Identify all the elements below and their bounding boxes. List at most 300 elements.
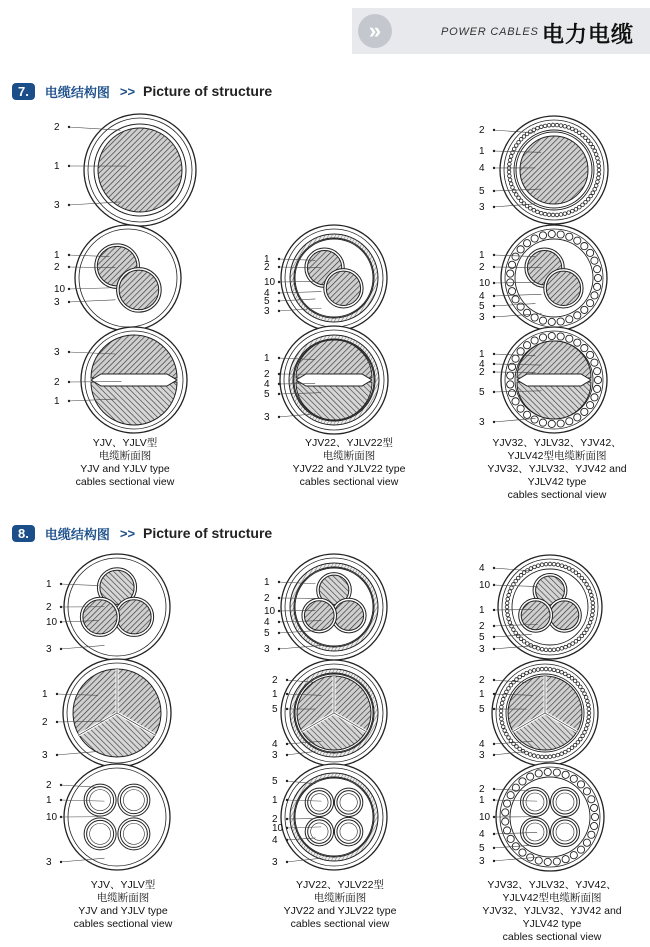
leader-dot — [68, 254, 70, 256]
armor-wire — [555, 213, 559, 217]
armor-wire — [594, 376, 601, 383]
armor-wire — [505, 732, 509, 736]
armor-wire — [588, 621, 592, 625]
armor-wire — [519, 199, 523, 203]
conductor — [550, 601, 579, 630]
armor-wire — [556, 647, 560, 651]
armor-wire — [536, 564, 540, 568]
armor-wire — [525, 671, 529, 675]
armor-wire — [591, 359, 598, 366]
sector-separator — [296, 374, 372, 386]
leader-dot — [278, 258, 280, 260]
armor-wire — [584, 200, 588, 204]
cable-diagram-three — [46, 554, 170, 660]
armor-wire — [535, 770, 542, 777]
leader-dot — [60, 784, 62, 786]
leader-dot — [278, 373, 280, 375]
leader-dot — [68, 288, 70, 290]
part-number-label: 4 — [264, 617, 270, 628]
armor-wire — [548, 667, 552, 671]
armor-wire — [597, 172, 601, 176]
cable-diagram-four — [272, 764, 387, 870]
leader-dot — [278, 300, 280, 302]
armor-wire — [583, 788, 590, 795]
armor-wire — [544, 648, 548, 652]
armor-wire — [593, 266, 600, 273]
leader-dot — [286, 799, 288, 801]
armor-wire — [512, 355, 519, 362]
armor-wire — [499, 713, 503, 717]
armor-wire — [574, 129, 578, 133]
armor-wire — [559, 124, 563, 128]
core-insulation — [334, 817, 362, 845]
armor-wire — [529, 644, 533, 648]
leader-dot — [493, 305, 495, 307]
armor-wire — [523, 411, 530, 418]
part-number-label: 3 — [479, 312, 485, 323]
leader-dot — [56, 754, 58, 756]
armor-wire — [574, 571, 578, 575]
leader-dot — [493, 363, 495, 365]
caption-line: 电缆断面图 — [313, 892, 367, 904]
armor-wire — [590, 593, 594, 597]
armor-wire — [508, 174, 512, 178]
cable-diagram-single — [54, 114, 196, 226]
caption-line: YJV、YJLV型 — [90, 879, 156, 891]
armor-wire — [597, 164, 601, 168]
leader-dot — [286, 754, 288, 756]
armor-wire — [574, 312, 581, 319]
sector-separator — [91, 374, 177, 386]
caption-line: cables sectional view — [507, 489, 607, 501]
armor-wire — [581, 243, 588, 250]
armor-wire — [519, 573, 523, 577]
leader-dot — [56, 721, 58, 723]
armor-wire — [563, 750, 567, 754]
part-number-label: 10 — [479, 580, 491, 591]
armor-wire — [585, 628, 589, 632]
part-number-label: 3 — [479, 750, 485, 761]
armor-wire — [511, 186, 515, 190]
armor-wire — [567, 748, 571, 752]
armor-wire — [567, 674, 571, 678]
cable-diagram-sector3 — [42, 659, 171, 767]
armor-wire — [573, 743, 577, 747]
armor-wire — [593, 187, 597, 191]
armor-wire — [536, 647, 540, 651]
part-number-label: 2 — [264, 369, 270, 380]
leader-dot — [68, 204, 70, 206]
armor-wire — [590, 597, 594, 601]
armor-wire — [591, 292, 598, 299]
armor-wire — [566, 316, 573, 323]
part-number-label: 2 — [479, 621, 485, 632]
header-title-cn: 电力电缆 — [542, 22, 635, 47]
armor-wire — [584, 727, 588, 731]
leader-dot — [286, 780, 288, 782]
part-number-label: 5 — [264, 389, 270, 400]
armor-wire — [578, 205, 582, 209]
armor-wire — [533, 565, 537, 569]
cable-diagram-sector3 — [272, 660, 387, 766]
armor-wire — [507, 687, 511, 691]
part-number-label: 1 — [264, 254, 270, 265]
leader-dot — [493, 129, 495, 131]
part-number-label: 10 — [46, 812, 58, 823]
armor-wire — [557, 231, 564, 238]
leader-dot — [493, 282, 495, 284]
caption-line: YJV32、YJLV32、YJV42、 — [492, 437, 622, 449]
armor-wire — [581, 203, 585, 207]
section-title-en: Picture of structure — [143, 525, 273, 541]
cable-diagram-three — [264, 554, 387, 660]
part-number-label: 10 — [264, 606, 276, 617]
armor-wire — [593, 283, 600, 290]
header-title-en: POWER CABLES — [441, 26, 539, 38]
armor-wire — [583, 631, 587, 635]
leader-dot — [278, 581, 280, 583]
leader-dot — [60, 583, 62, 585]
part-number-label: 5 — [479, 632, 485, 643]
armor-wire — [593, 368, 600, 375]
armor-wire — [581, 133, 585, 137]
leader-dot — [493, 847, 495, 849]
leader-dot — [286, 679, 288, 681]
inner-sheath — [295, 778, 373, 856]
part-number-label: 1 — [479, 146, 485, 157]
conductor — [520, 136, 588, 204]
armor-wire — [500, 717, 504, 721]
leader-dot — [493, 567, 495, 569]
leader-dot — [493, 391, 495, 393]
armor-wire — [593, 385, 600, 392]
armor-wire — [517, 405, 524, 412]
core-insulation — [118, 818, 150, 850]
armor-wire — [510, 624, 514, 628]
part-number-label: 2 — [479, 675, 485, 686]
armor-wire — [562, 771, 569, 778]
armor-wire — [507, 270, 514, 277]
leader-dot — [493, 295, 495, 297]
part-number-label: 4 — [479, 829, 485, 840]
part-number-label: 1 — [46, 795, 52, 806]
leader-dot — [493, 190, 495, 192]
armor-wire — [540, 667, 544, 671]
armor-wire — [503, 827, 510, 834]
armor-wire — [536, 126, 540, 130]
leader-dot — [493, 679, 495, 681]
leader-dot — [493, 743, 495, 745]
part-number-label: 2 — [42, 717, 48, 728]
armor-wire — [501, 725, 505, 729]
armor-wire — [505, 690, 509, 694]
armor-wire — [576, 682, 580, 686]
part-number-label: 1 — [54, 396, 60, 407]
armor-wire — [587, 711, 591, 715]
part-number-label: 2 — [264, 593, 270, 604]
part-number-label: 2 — [264, 262, 270, 273]
part-number-label: 1 — [479, 795, 485, 806]
part-number-label: 10 — [264, 277, 276, 288]
armor-wire — [587, 707, 591, 711]
armor-wire — [548, 648, 552, 652]
part-number-label: 4 — [479, 563, 485, 574]
armor-wire — [508, 288, 515, 295]
armor-wire — [548, 420, 555, 427]
armor-wire — [597, 168, 601, 172]
leader-dot — [493, 754, 495, 756]
caption-line: 电缆断面图 — [322, 450, 376, 462]
armor-wire — [501, 697, 505, 701]
conductor — [98, 128, 182, 212]
leader-dot — [493, 860, 495, 862]
leader-dot — [493, 316, 495, 318]
part-number-label: 1 — [272, 689, 278, 700]
armor-wire — [544, 858, 551, 865]
part-number-label: 4 — [272, 739, 278, 750]
armor-wire — [512, 296, 519, 303]
armor-wire — [596, 176, 600, 180]
part-number-label: 3 — [479, 417, 485, 428]
armor-wire — [571, 642, 575, 646]
armor-wire — [579, 737, 583, 741]
part-number-label: 5 — [272, 776, 278, 787]
armor-wire — [587, 249, 594, 256]
sector-separator — [517, 374, 591, 386]
caption-line: YJLV42型电缆断面图 — [507, 450, 607, 462]
armor-wire — [579, 685, 583, 689]
leader-dot — [60, 648, 62, 650]
part-number-label: 1 — [42, 689, 48, 700]
armor-wire — [539, 211, 543, 215]
armor-wire — [536, 210, 540, 214]
armor-wire — [539, 232, 546, 239]
part-number-label: 4 — [264, 288, 270, 299]
core-insulation — [118, 784, 150, 816]
armor-wire — [527, 773, 534, 780]
armor-wire — [578, 131, 582, 135]
armor-wire — [517, 140, 521, 144]
cable-diagram-sector2 — [264, 326, 388, 434]
armor-wire — [594, 153, 598, 157]
leader-dot — [278, 416, 280, 418]
core-insulation — [551, 788, 580, 817]
armor-wire — [577, 637, 581, 641]
caption-line: YJV32、YJLV32、YJV42 and — [487, 463, 627, 475]
armor-wire — [540, 563, 544, 567]
armor-wire — [540, 647, 544, 651]
armor-wire — [586, 723, 590, 727]
armor-wire — [560, 670, 564, 674]
part-number-label: 10 — [479, 278, 491, 289]
armor-wire — [505, 601, 509, 605]
part-number-label: 3 — [479, 202, 485, 213]
armor-wire — [521, 673, 525, 677]
leader-dot — [493, 708, 495, 710]
armor-wire — [594, 274, 601, 281]
armor-wire — [586, 139, 590, 143]
armor-wire — [587, 351, 594, 358]
armor-wire — [502, 818, 509, 825]
caption-line: 电缆断面图 — [96, 892, 150, 904]
caption-line: YJV22 and YJLV22 type — [292, 463, 406, 475]
armor-wire — [544, 562, 548, 566]
armor-wire — [547, 213, 551, 217]
armor-wire — [544, 755, 548, 759]
cable-diagram-four — [46, 764, 170, 870]
conductor — [83, 600, 117, 634]
armor-wire — [507, 736, 511, 740]
armor-wire — [508, 178, 512, 182]
armor-wire — [512, 680, 516, 684]
armor-wire — [557, 420, 564, 427]
armor-wire — [506, 597, 510, 601]
caption-line: YJV22 and YJLV22 type — [283, 905, 397, 917]
part-number-label: 2 — [479, 367, 485, 378]
armor-wire — [588, 590, 592, 594]
leader-dot — [493, 266, 495, 268]
part-number-label: 5 — [264, 296, 270, 307]
cable-diagram-two — [479, 225, 607, 331]
armor-wire — [509, 739, 513, 743]
leader-dot — [286, 827, 288, 829]
armor-wire — [587, 624, 591, 628]
armor-wire — [523, 309, 530, 316]
part-number-label: 10 — [46, 617, 58, 628]
caption-line: YJLV42型电缆断面图 — [502, 892, 602, 904]
leader-dot — [68, 165, 70, 167]
part-number-label: 2 — [54, 262, 60, 273]
part-number-label: 5 — [479, 704, 485, 715]
armor-wire — [531, 235, 538, 242]
armor-wire — [560, 752, 564, 756]
core-insulation — [334, 788, 362, 816]
armor-wire — [540, 755, 544, 759]
armor-wire — [509, 683, 513, 687]
armor-wire — [576, 740, 580, 744]
armor-wire — [581, 345, 588, 352]
armor-wire — [564, 645, 568, 649]
armor-wire — [586, 719, 590, 723]
armor-wire — [588, 831, 595, 838]
armor-wire — [567, 211, 571, 215]
armor-wire — [583, 692, 587, 696]
part-number-label: 4 — [479, 163, 485, 174]
armor-wire — [577, 781, 584, 788]
part-number-label: 3 — [272, 750, 278, 761]
armor-wire — [539, 419, 546, 426]
conductor — [304, 601, 334, 631]
armor-wire — [587, 715, 591, 719]
armor-wire — [521, 749, 525, 753]
armor-wire — [517, 348, 524, 355]
armor-wire — [593, 149, 597, 153]
armor-wire — [515, 745, 519, 749]
armor-wire — [556, 563, 560, 567]
armor-wire — [548, 230, 555, 237]
armor-wire — [529, 567, 533, 571]
armor-wire — [591, 601, 595, 605]
conductor — [119, 270, 159, 310]
armor-wire — [589, 194, 593, 198]
part-number-label: 5 — [479, 843, 485, 854]
armor-wire — [510, 586, 514, 590]
leader-dot — [493, 833, 495, 835]
part-number-label: 2 — [272, 675, 278, 686]
armor-wire — [548, 755, 552, 759]
armor-wire — [547, 123, 551, 127]
armor-wire — [563, 125, 567, 129]
leader-dot — [278, 610, 280, 612]
armor-wire — [503, 800, 510, 807]
armor-wire — [548, 332, 555, 339]
armor-wire — [591, 257, 598, 264]
leader-dot — [493, 788, 495, 790]
leader-dot — [278, 393, 280, 395]
armor-wire — [531, 337, 538, 344]
cable-diagram-two — [264, 225, 387, 331]
part-number-label: 1 — [46, 579, 52, 590]
armor-wire — [583, 839, 590, 846]
armor-wire — [581, 688, 585, 692]
armor-wire — [574, 414, 581, 421]
leader-dot — [60, 816, 62, 818]
armor-wire — [590, 613, 594, 617]
armor-wire — [514, 631, 518, 635]
leader-dot — [60, 606, 62, 608]
armor-wire — [508, 621, 512, 625]
armor-wire — [544, 768, 551, 775]
leader-dot — [68, 126, 70, 128]
armor-wire — [508, 390, 515, 397]
armor-wire — [517, 246, 524, 253]
part-number-label: 3 — [54, 200, 60, 211]
armor-wire — [590, 617, 594, 621]
armor-wire — [570, 852, 577, 859]
leader-dot — [493, 584, 495, 586]
leader-dot — [278, 383, 280, 385]
armor-wire — [587, 586, 591, 590]
caption-line: YJV and YJLV type — [78, 905, 168, 917]
armor-wire — [580, 576, 584, 580]
leader-dot — [60, 621, 62, 623]
armor-wire — [518, 675, 522, 679]
armor-wire — [596, 180, 600, 184]
armor-wire — [556, 753, 560, 757]
part-number-label: 1 — [54, 250, 60, 261]
armor-wire — [535, 857, 542, 864]
part-number-label: 4 — [264, 379, 270, 390]
armor-wire — [585, 583, 589, 587]
part-number-label: 1 — [264, 353, 270, 364]
leader-dot — [68, 301, 70, 303]
armor-wire — [552, 754, 556, 758]
leader-dot — [286, 861, 288, 863]
part-number-label: 2 — [479, 784, 485, 795]
caption-line: YJV、YJLV型 — [92, 437, 158, 449]
part-number-label: 4 — [479, 739, 485, 750]
armor-wire — [514, 193, 518, 197]
armor-wire — [500, 705, 504, 709]
armor-wire — [536, 668, 540, 672]
armor-wire — [519, 849, 526, 856]
part-number-label: 3 — [54, 347, 60, 358]
leader-dot — [493, 167, 495, 169]
part-number-label: 5 — [264, 628, 270, 639]
armor-wire — [500, 701, 504, 705]
armor-wire — [594, 184, 598, 188]
leader-dot — [278, 292, 280, 294]
